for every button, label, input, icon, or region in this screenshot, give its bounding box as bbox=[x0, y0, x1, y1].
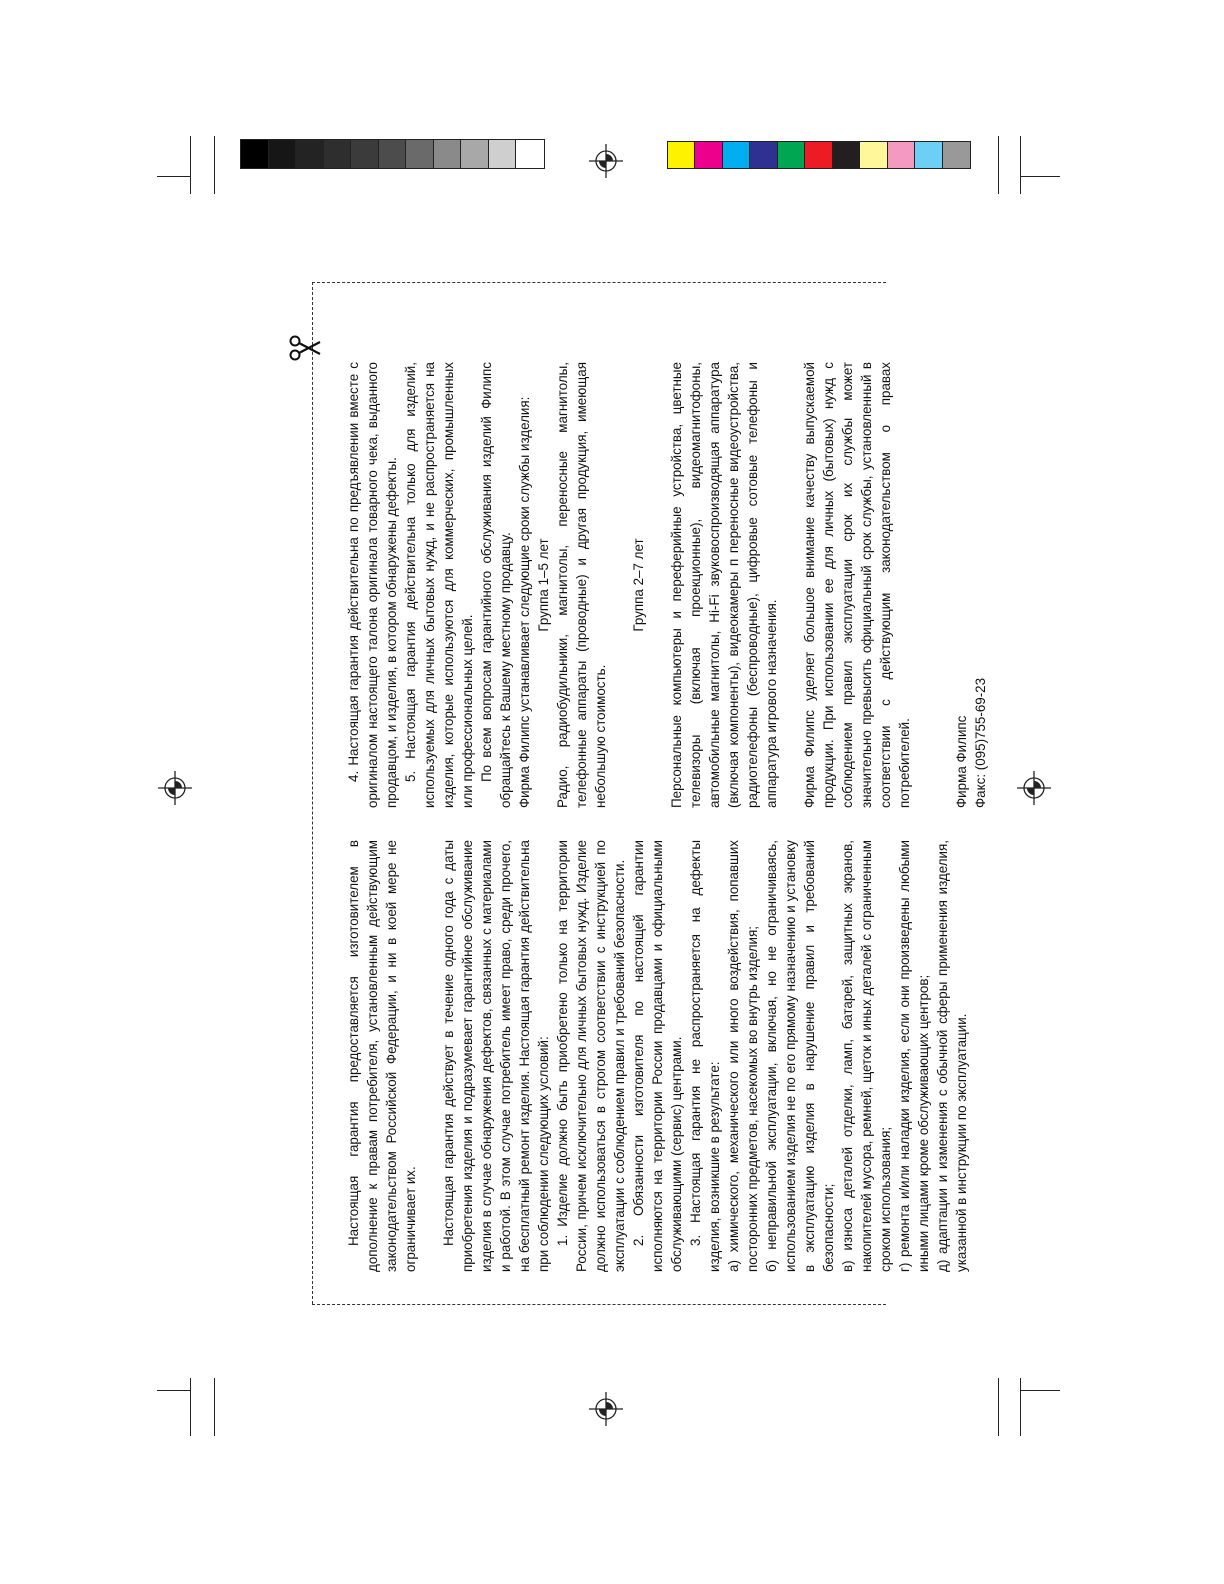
condition-4: 4. Настоящая гарантия действительна по предъявлении вместе с оригиналом настоящего талона оригинала товарного чека, выданного продавцом, и изделия, в котором обнаружены дефекты. bbox=[346, 362, 399, 808]
grayscale-swatch bbox=[406, 140, 434, 168]
color-calibration-strip bbox=[667, 141, 971, 169]
warranty-left-column bbox=[344, 840, 971, 1272]
service-life-intro: Фирма Филипс устанавливает следующие сроки службы изделия: bbox=[517, 396, 532, 808]
condition-2: 2. Обязанности изготовителя по настоящей гарантии исполняются на территории России продавцами и официальными обслуживающими (сервис) центрами. bbox=[631, 840, 684, 1272]
grayscale-swatch bbox=[296, 140, 324, 168]
grayscale-swatch bbox=[379, 140, 407, 168]
color-swatch bbox=[860, 142, 887, 168]
condition-1: 1. Изделие должно быть приобретено только на территории России, причем исключительно для личных бытовых нужд. Изделие должно использоваться в строгом соответствии с инструкцией по эксплуатации с соблюдением правил и требований безопасности. bbox=[555, 840, 627, 1272]
grayscale-swatch bbox=[241, 140, 269, 168]
warranty-term-paragraph: Настоящая гарантия действует в течение одного года с даты приобретения изделия и подразумевает гарантийное обслуживание изделия в случае обнаружения дефектов, связанных с материалами и работой. В этом случае потребитель имеет право, среди прочего, на бесплатный ремонт изделия. Настоящая гарантия действительна при соблюдении следующих условий: bbox=[441, 840, 551, 1272]
crop-mark bbox=[157, 176, 190, 177]
crop-mark bbox=[214, 1378, 215, 1436]
crop-mark bbox=[998, 136, 999, 194]
fax-number: Факс: (095)755-69-23 bbox=[973, 677, 988, 808]
group-1-text: Радио, радиобудильники, магнитолы, переносные магнитолы, телефонные аппараты (проводные) и другая продукция, имеющая небольшую стоимость. bbox=[555, 362, 608, 808]
scissors-icon bbox=[286, 330, 322, 366]
service-note: По всем вопросам гарантийного обслуживания изделий Филипс обращайтесь к Вашему местному продавцу. bbox=[479, 362, 513, 808]
color-swatch bbox=[695, 142, 722, 168]
registration-target-icon bbox=[158, 771, 192, 805]
exclusion-item-a: а) химического, механического или иного воздействия, попавших посторонних предметов, насекомых во внутрь изделия; bbox=[726, 840, 760, 1272]
crop-mark bbox=[1020, 136, 1021, 194]
crop-mark bbox=[1020, 1390, 1060, 1391]
company-name: Фирма Филипс bbox=[954, 715, 969, 808]
exclusion-item-c: в) износа деталей отделки, ламп, батарей, защитных экранов, накопителей мусора, ремней, щеток и иных деталей с ограниченным сроком использования; bbox=[840, 840, 893, 1272]
crop-mark bbox=[998, 1378, 999, 1436]
color-swatch bbox=[943, 142, 970, 168]
color-swatch bbox=[778, 142, 805, 168]
color-swatch bbox=[750, 142, 777, 168]
condition-5: 5. Настоящая гарантия действительна только для изделий, используемых для личных бытовых нужд, и не распространяется на изделия, которые используются для коммерческих, промышленных или профессиональных целей. bbox=[403, 362, 475, 808]
quality-note: Фирма Филипс уделяет большое внимание качеству выпускаемой продукции. При использовании ее для личных (бытовых) нужд с соблюдением правил эксплуатации срок их службы может значительно превысить официальный срок службы, установленный в соответствии с действующим законодательством о правах потребителей. bbox=[802, 362, 912, 808]
exclusion-item-d: г) ремонта и/или наладки изделия, если они произведены любыми иными лицами кроме обслуживающих центров; bbox=[897, 840, 931, 1272]
registration-target-icon bbox=[589, 144, 623, 178]
grayscale-swatch bbox=[434, 140, 462, 168]
group-2-title: Группа 2–7 лет bbox=[631, 538, 646, 632]
intro-paragraph: Настоящая гарантия предоставляется изготовителем в дополнение к правам потребителя, установленным действующим законодательством Российской Федерации, и ни в коей мере не ограничивает их. bbox=[346, 840, 418, 1272]
grayscale-swatch bbox=[324, 140, 352, 168]
color-swatch bbox=[915, 142, 942, 168]
registration-target-icon bbox=[589, 1392, 623, 1426]
crop-mark bbox=[190, 1378, 191, 1436]
cut-line bbox=[312, 282, 886, 283]
grayscale-swatch bbox=[351, 140, 379, 168]
grayscale-swatch bbox=[516, 140, 544, 168]
grayscale-swatch bbox=[461, 140, 489, 168]
crop-mark bbox=[1020, 176, 1060, 177]
group-1-title: Группа 1–5 лет bbox=[536, 538, 551, 632]
color-swatch bbox=[668, 142, 695, 168]
exclusion-item-b: б) неправильной эксплуатации, включая, но не ограничиваясь, использованием изделия не по его прямому назначению и установку в эксплуатацию изделия в нарушение правил и требований безопасности; bbox=[764, 840, 836, 1272]
condition-3: 3. Настоящая гарантия не распространяется на дефекты изделия, возникшие в результате: bbox=[688, 840, 722, 1272]
grayscale-swatch bbox=[269, 140, 297, 168]
cut-line bbox=[312, 282, 313, 1304]
color-swatch bbox=[888, 142, 915, 168]
group-2-text: Персональные компьютеры и переферийные устройства, цветные телевизоры (включая проекционные), видеомагнитофоны, автомобильные магнитолы, Hi-Fi звуковоспроизводящая аппаратура (включая компоненты), видеокамеры п переносные видеоустройства, радиотелефоны (беспроводные), цифровые сотовые телефоны и аппаратура игрового назначения. bbox=[669, 362, 779, 808]
exclusion-item-e: д) адаптации и изменения с обычной сферы применения изделия, указанной в инструкции по эксплуатации. bbox=[935, 840, 969, 1272]
color-swatch bbox=[723, 142, 750, 168]
grayscale-calibration-strip bbox=[240, 139, 545, 169]
crop-mark bbox=[190, 136, 191, 194]
crop-mark bbox=[1020, 1378, 1021, 1436]
color-swatch bbox=[833, 142, 860, 168]
warranty-right-column bbox=[344, 362, 990, 808]
color-swatch bbox=[805, 142, 832, 168]
crop-mark bbox=[157, 1390, 190, 1391]
cut-line bbox=[312, 1304, 886, 1305]
grayscale-swatch bbox=[489, 140, 517, 168]
registration-target-icon bbox=[1017, 771, 1051, 805]
crop-mark bbox=[214, 136, 215, 194]
